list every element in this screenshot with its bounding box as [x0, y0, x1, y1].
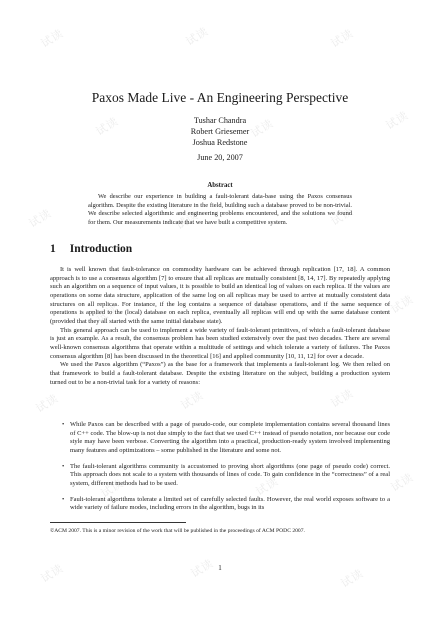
watermark-text: 试读 [98, 476, 126, 501]
watermark-text: 试读 [328, 386, 356, 411]
list-item [62, 421, 390, 456]
footnote: ©ACM 2007. This is a minor revision of the work that will be published in the proceedings of ACM PODC 2007. [50, 528, 305, 534]
watermark-text: 试读 [328, 204, 356, 229]
author-name: Joshua Redstone [192, 138, 248, 147]
watermark-text: 试读 [338, 566, 366, 591]
paragraph: It is well known that fault-tolerance on commodity hardware can be achieved through replication [17, 18]. A common approach is to use a consensus algorithm [7] to ensure that all replicas are mutually consistent [8, 14, 17]. By repeatedly applying such an algorithm on a sequence of input values, it is possible to build an identical log of values on each replica. If the values are operations on some data structure, application of the same log on all replicas may be used to arrive at mutually consistent data structures on all replicas. For instance, if the log contains a sequence of database operations, and if the same sequence of operations is applied to the (local) database on each replica, eventually all replicas will end up with the same database content (provided that they all started with the same initial database state). [50, 266, 390, 325]
watermark-text: 试读 [388, 470, 416, 495]
bullet-icon: • [62, 462, 65, 470]
footnote-rule [50, 522, 186, 523]
paper-title: Paxos Made Live - An Engineering Perspective [91, 90, 349, 105]
watermark-text: 试读 [38, 561, 66, 586]
watermark-text: 试读 [26, 206, 54, 231]
abstract-text: We describe our experience in building a fault-tolerant data-base using the Paxos consensus algorithm. Despite the existing literature in the field, building such a database proved to be non-trivial. We describe selected algorithmic and engineering problems encountered, and the solutions we found for them. Our measurements indicate that we have built a competitive system. [88, 193, 352, 226]
watermark-text: 试读 [93, 114, 121, 139]
section-heading [50, 243, 132, 255]
bullet-icon: • [62, 421, 65, 428]
body-text [50, 266, 390, 387]
watermark-text: 试读 [183, 24, 211, 49]
list-item [62, 463, 390, 489]
page-number: 1 [218, 564, 222, 572]
author-list [0, 115, 440, 148]
list-item-text: The fault-tolerant algorithms community is accustomed to proving short algorithms (one page of pseudo code) correct. This approach does not scale to a system with thousands of lines of code. To gain confidence in the “correctness” of a real system, different methods had to be used. [70, 462, 390, 487]
list-item [62, 496, 390, 513]
watermark-text: 试读 [178, 388, 206, 413]
author-name: Tushar Chandra [193, 116, 247, 125]
paper-date: June 20, 2007 [197, 153, 243, 162]
abstract-heading: Abstract [207, 182, 233, 189]
watermark-text: 试读 [173, 208, 201, 233]
author-name: Robert Griesemer [190, 127, 250, 136]
watermark-text: 试读 [248, 116, 276, 141]
watermark-text: 试读 [33, 391, 61, 416]
list-item-text: Fault-tolerant algorithms tolerate a limited set of carefully selected faults. However, the real world exposes software to a wide variety of failure modes, including errors in the algorithm, bugs in its [70, 495, 390, 512]
watermark-text: 试读 [188, 556, 216, 581]
bullet-icon: • [62, 495, 65, 503]
section-number: 1 [50, 243, 56, 255]
watermark-text: 试读 [383, 108, 411, 133]
watermark-text: 试读 [328, 26, 356, 51]
section-title: Introduction [69, 243, 133, 255]
paragraph: We used the Paxos algorithm (“Paxos”) as the base for a framework that implements a fault-tolerant log. We then relied on that framework to build a fault-tolerant database. Despite the existing literature on the subject, building a production system turned out to be a non-trivial task for a variety of reasons: [50, 361, 390, 386]
paragraph: This general approach can be used to implement a wide variety of fault-tolerant primitives, of which a fault-tolerant database is just an example. As a result, the consensus problem has been studied extensively over the past two decades. There are several well-known consensus algorithms that operate within a multitude of settings and which tolerate a variety of failures. The Paxos consensus algorithm [8] has been discussed in the theoretical [16] and applied community [10, 11, 12] for over a decade. [50, 326, 390, 360]
watermark-text: 试读 [388, 292, 416, 317]
watermark-text: 试读 [253, 474, 281, 499]
bullet-list [62, 421, 390, 520]
list-item-text: While Paxos can be described with a page of pseudo-code, our complete implementation contains several thousand lines of C++ code. The blow-up is not due simply to the fact that we used C++ instead of pseudo notation, nor because our code style may have been verbose. Converting the algorithm into a practical, production-ready system involved implementing many features and optimizations – some published in the literature and some not. [70, 421, 390, 454]
watermark-text: 试读 [248, 296, 276, 321]
watermark-text: 试读 [38, 26, 66, 51]
abstract [88, 193, 352, 227]
watermark-text: 试读 [93, 301, 121, 326]
